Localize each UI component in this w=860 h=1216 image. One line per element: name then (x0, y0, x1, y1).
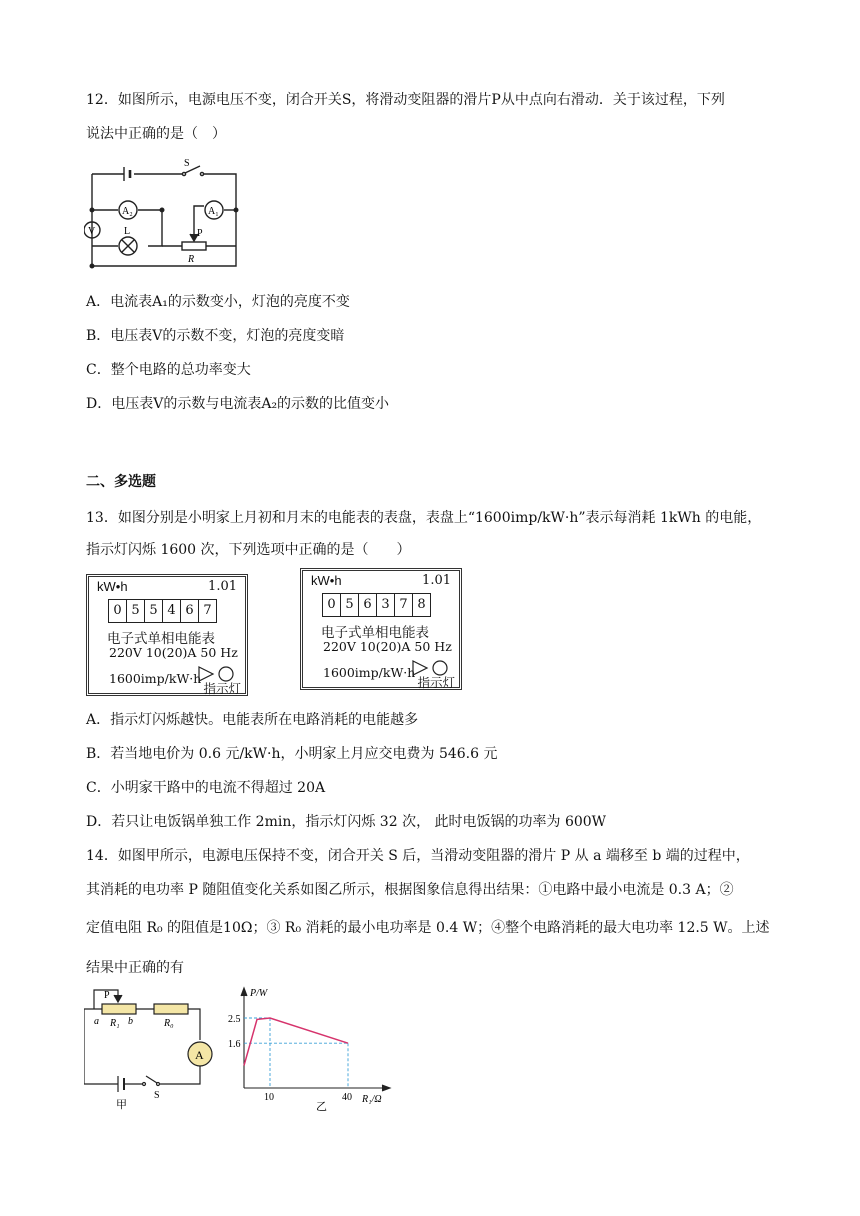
q14-stem-line4: 结果中正确的有 (86, 960, 184, 976)
meter-digits (322, 593, 431, 617)
q14-graph-xtick-40: 40 (342, 1092, 352, 1103)
q14-graph-xlabel: R₁/Ω (362, 1094, 382, 1105)
meter-digit: 6 (359, 594, 377, 616)
q14-label-switch: S (154, 1090, 160, 1101)
q14-stem-line1: 14．如图甲所示，电源电压保持不变，闭合开关 S 后，当滑动变阻器的滑片 P 从 a 端移至 b 端的过程中， (86, 848, 750, 864)
meter-unit: kW•h (311, 573, 342, 588)
q12-label-switch: S (184, 158, 190, 169)
q14-stem-line3: 定值电阻 R₀ 的阻值是10Ω；③ R₀ 消耗的最小电功率是 0.4 W；④整个电路消耗的最大电功率 12.5 W。上述 (86, 920, 770, 936)
meter-digit: 7 (395, 594, 413, 616)
q12-label-slider: P (197, 228, 203, 239)
q14-label-end-a: a (94, 1016, 99, 1027)
meter-digits (108, 599, 217, 623)
q12-stem-line1: 12．如图所示，电源电压不变，闭合开关S，将滑动变阻器的滑片P从中点向右滑动．关于该过程，下列 (86, 92, 725, 108)
q13-stem-line1: 13．如图分别是小明家上月初和月末的电能表的表盘，表盘上“1600imp/kW·h”表示每消耗 1kWh 的电能， (86, 510, 762, 526)
meter-digit: 0 (109, 600, 127, 622)
section-title: 二、多选题 (86, 474, 156, 490)
q12-option-c: C．整个电路的总功率变大 (86, 362, 251, 378)
meter-digit: 6 (181, 600, 199, 622)
power-curve (244, 1018, 348, 1066)
energy-meter-start (86, 574, 248, 696)
q12-label-ammeter2: A₂ (122, 206, 133, 217)
q14-label-slider: P (104, 990, 110, 1001)
q14-caption-yi: 乙 (316, 1101, 327, 1113)
meter-version: 1.01 (422, 573, 451, 588)
meter-name: 电子式单相电能表 (107, 631, 215, 647)
meter-digit: 5 (341, 594, 359, 616)
q12-label-lamp: L (124, 226, 131, 237)
q12-label-ammeter1: A₁ (208, 206, 219, 217)
meter-lamp-label: 指示灯 (203, 681, 241, 696)
meter-version: 1.01 (208, 579, 237, 594)
q13-option-c: C．小明家干路中的电流不得超过 20A (86, 780, 326, 796)
q12-option-a: A．电流表A₁的示数变小，灯泡的亮度不变 (86, 294, 350, 310)
q13-option-d: D．若只让电饭锅单独工作 2min，指示灯闪烁 32 次， 此时电饭锅的功率为 600W (86, 814, 607, 830)
q14-circuit-diagram (84, 984, 218, 1112)
q14-caption-jia: 甲 (116, 1099, 127, 1111)
q14-label-r1: R₁ (110, 1018, 120, 1029)
q12-stem-line2: 说法中正确的是（ ） (86, 126, 226, 142)
q14-graph-ytick-low: 1.6 (228, 1039, 241, 1051)
q14-stem-line2: 其消耗的电功率 P 随阻值变化关系如图乙所示，根据图象信息得出结果：①电路中最小电流是 0.3 A；② (86, 882, 734, 898)
q12-circuit-diagram (84, 158, 244, 270)
meter-digit: 3 (377, 594, 395, 616)
meter-spec: 220V 10(20)A 50 Hz (109, 645, 238, 660)
q14-label-r0: R₀ (164, 1018, 174, 1029)
q14-graph-ytick-high: 2.5 (228, 1014, 241, 1025)
meter-digit: 0 (323, 594, 341, 616)
q12-label-resistor: R (188, 254, 195, 265)
meter-spec: 220V 10(20)A 50 Hz (323, 639, 452, 654)
q13-option-b: B．若当地电价为 0.6 元/kW·h，小明家上月应交电费为 546.6 元 (86, 746, 498, 762)
q14-graph-ylabel: P/W (250, 988, 268, 999)
q14-power-graph (228, 984, 398, 1116)
meter-digit: 7 (203, 603, 212, 618)
q14-label-ammeter: A (195, 1048, 204, 1062)
q12-option-d: D．电压表V的示数与电流表A₂的示数的比值变小 (86, 396, 390, 412)
meter-name: 电子式单相电能表 (321, 625, 429, 641)
meter-unit: kW•h (97, 579, 128, 594)
q12-option-b: B．电压表V的示数不变，灯泡的亮度变暗 (86, 328, 345, 344)
q13-stem-line2: 指示灯闪烁 1600 次，下列选项中正确的是（ ） (86, 542, 411, 558)
meter-imp: 1600imp/kW·h (109, 671, 202, 686)
q14-graph-xtick-10: 10 (264, 1092, 274, 1103)
meter-digit: 4 (163, 600, 181, 622)
meter-imp: 1600imp/kW·h (323, 665, 416, 680)
q14-label-end-b: b (128, 1016, 133, 1027)
meter-digit: 8 (417, 597, 426, 612)
meter-lamp-label: 指示灯 (417, 675, 455, 690)
meter-digit: 5 (145, 600, 163, 622)
q12-label-voltmeter: V (88, 226, 96, 237)
meter-digit: 5 (127, 600, 145, 622)
energy-meter-end (300, 568, 462, 690)
q13-option-a: A．指示灯闪烁越快。电能表所在电路消耗的电能越多 (86, 712, 419, 728)
